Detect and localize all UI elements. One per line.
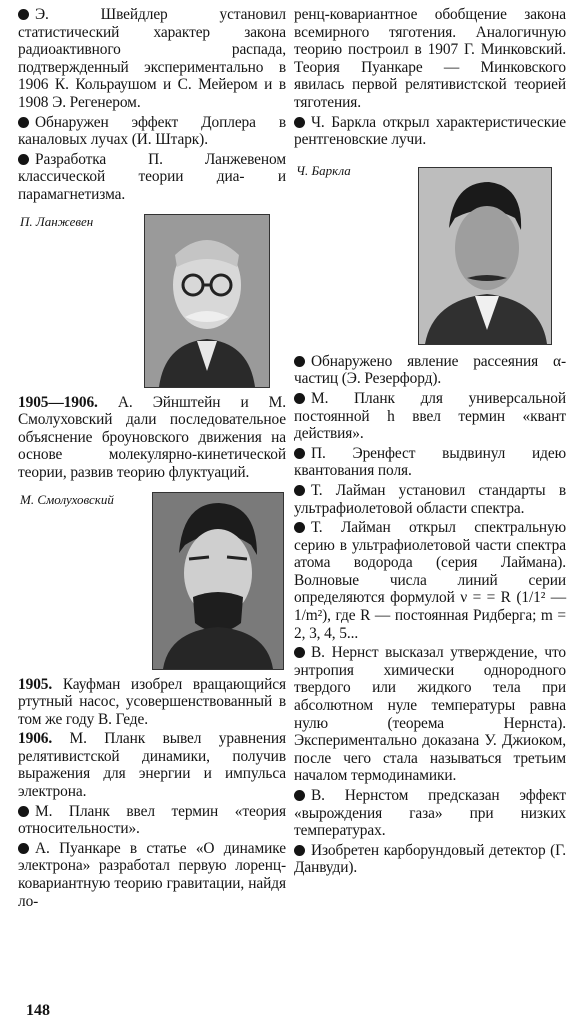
portrait-image [153, 493, 283, 669]
bullet-icon [18, 843, 29, 854]
paragraph-brownian: 1905—1906. А. Эйнштейн и М. Смолуховский дали последовательное объяснение броуновского движения на основе молекулярно-кинетической теории, развив теорию флуктуаций. [18, 393, 286, 481]
bullet-icon [294, 790, 305, 801]
bullet-icon [294, 448, 305, 459]
bullet-icon [294, 845, 305, 856]
paragraph-barkla: Ч. Баркла открыл характеристические рентгеновские лучи. [294, 113, 566, 149]
portrait-smoluchowski [152, 492, 284, 670]
left-column [18, 6, 286, 912]
bullet-icon [294, 117, 305, 128]
portrait-barkla [418, 167, 552, 345]
paragraph-quantum-action: М. Планк для универсальной постоянной h ввел термин «квант действия». [294, 389, 566, 443]
paragraph-lyman-standards: Т. Лайман установил стандарты в ультрафиолетовой области спектра. [294, 481, 566, 517]
paragraph-stark: Обнаружен эффект Доплера в каналовых лучах (И. Штарк). [18, 113, 286, 149]
bullet-icon [294, 647, 305, 658]
paragraph-ehrenfest: П. Эренфест выдвинул идею квантования поля. [294, 444, 566, 480]
bullet-icon [294, 522, 305, 533]
paragraph-kaufman: 1905. Кауфман изобрел вращающийся ртутный насос, усовершенствованный в том же году В. Геде. [18, 675, 286, 728]
right-column [294, 6, 566, 879]
page-number: 148 [26, 1002, 50, 1019]
bullet-icon [18, 806, 29, 817]
bullet-icon [294, 356, 305, 367]
bullet-icon [18, 154, 29, 165]
paragraph-langevin: Разработка П. Ланжевеном классической теории диа- и парамагнетизма. [18, 150, 286, 203]
paragraph-gas-degeneracy: В. Нернстом предсказан эффект «вырождения газа» при низких температурах. [294, 787, 566, 840]
caption-smoluchowski: М. Смолуховский [20, 491, 114, 507]
paragraph-nernst-theorem: В. Нернст высказал утверждение, что энтропия химически однородного твердого или жидкого тела при абсолютном нуле температуры равна нулю (теорема Нернста). Экспериментально доказана У. Джиоком, после чего стала называться третьим началом термодинамики. [294, 644, 566, 785]
caption-langevin: П. Ланжевен [20, 213, 94, 229]
portrait-image [419, 168, 551, 344]
portrait-image [145, 215, 269, 387]
bullet-icon [294, 393, 305, 404]
paragraph-schweidler: Э. Швейдлер установил статистический характер закона радиоактивного распада, подтвержденный экспериментально в 1906 К. Кольраушом и С. Мейером и в 1908 Э. Регенером. [18, 6, 286, 111]
paragraph-lyman-series: Т. Лайман открыл спектральную серию в ультрафиолетовой части спектра атома водорода (серия Лаймана). Волновые числа линий серии определяются формулой ν = = R (1/1² — 1/m²), где R — постоянная Ридберга; m = 2, 3, 4, 5... [294, 519, 566, 642]
paragraph-relativity-term: М. Планк ввел термин «теория относительности». [18, 802, 286, 838]
paragraph-poincare: А. Пуанкаре в статье «О динамике электрона» разработал первую лоренц-ковариантную теорию гравитации, найдя ло- [18, 839, 286, 910]
caption-barkla: Ч. Баркла [296, 162, 351, 178]
paragraph-detector: Изобретен карборундовый детектор (Г. Данвуди). [294, 841, 566, 877]
bullet-icon [294, 485, 305, 496]
paragraph-alpha-scattering: Обнаружено явление рассеяния α-частиц (Э. Резерфорд). [294, 352, 566, 388]
portrait-langevin [144, 214, 270, 388]
paragraph-poincare-cont: ренц-ковариантное обобщение закона всемирного тяготения. Аналогичную теорию построил в 1907 Г. Минковский. Теория Пуанкаре — Минковского явилась первой релятивистской теорией тяготения. [294, 6, 566, 111]
bullet-icon [18, 9, 29, 20]
bullet-icon [18, 117, 29, 128]
paragraph-planck-dynamics: 1906. М. Планк вывел уравнения релятивистской динамики, получив выражения для энергии и импульса электрона. [18, 730, 286, 801]
